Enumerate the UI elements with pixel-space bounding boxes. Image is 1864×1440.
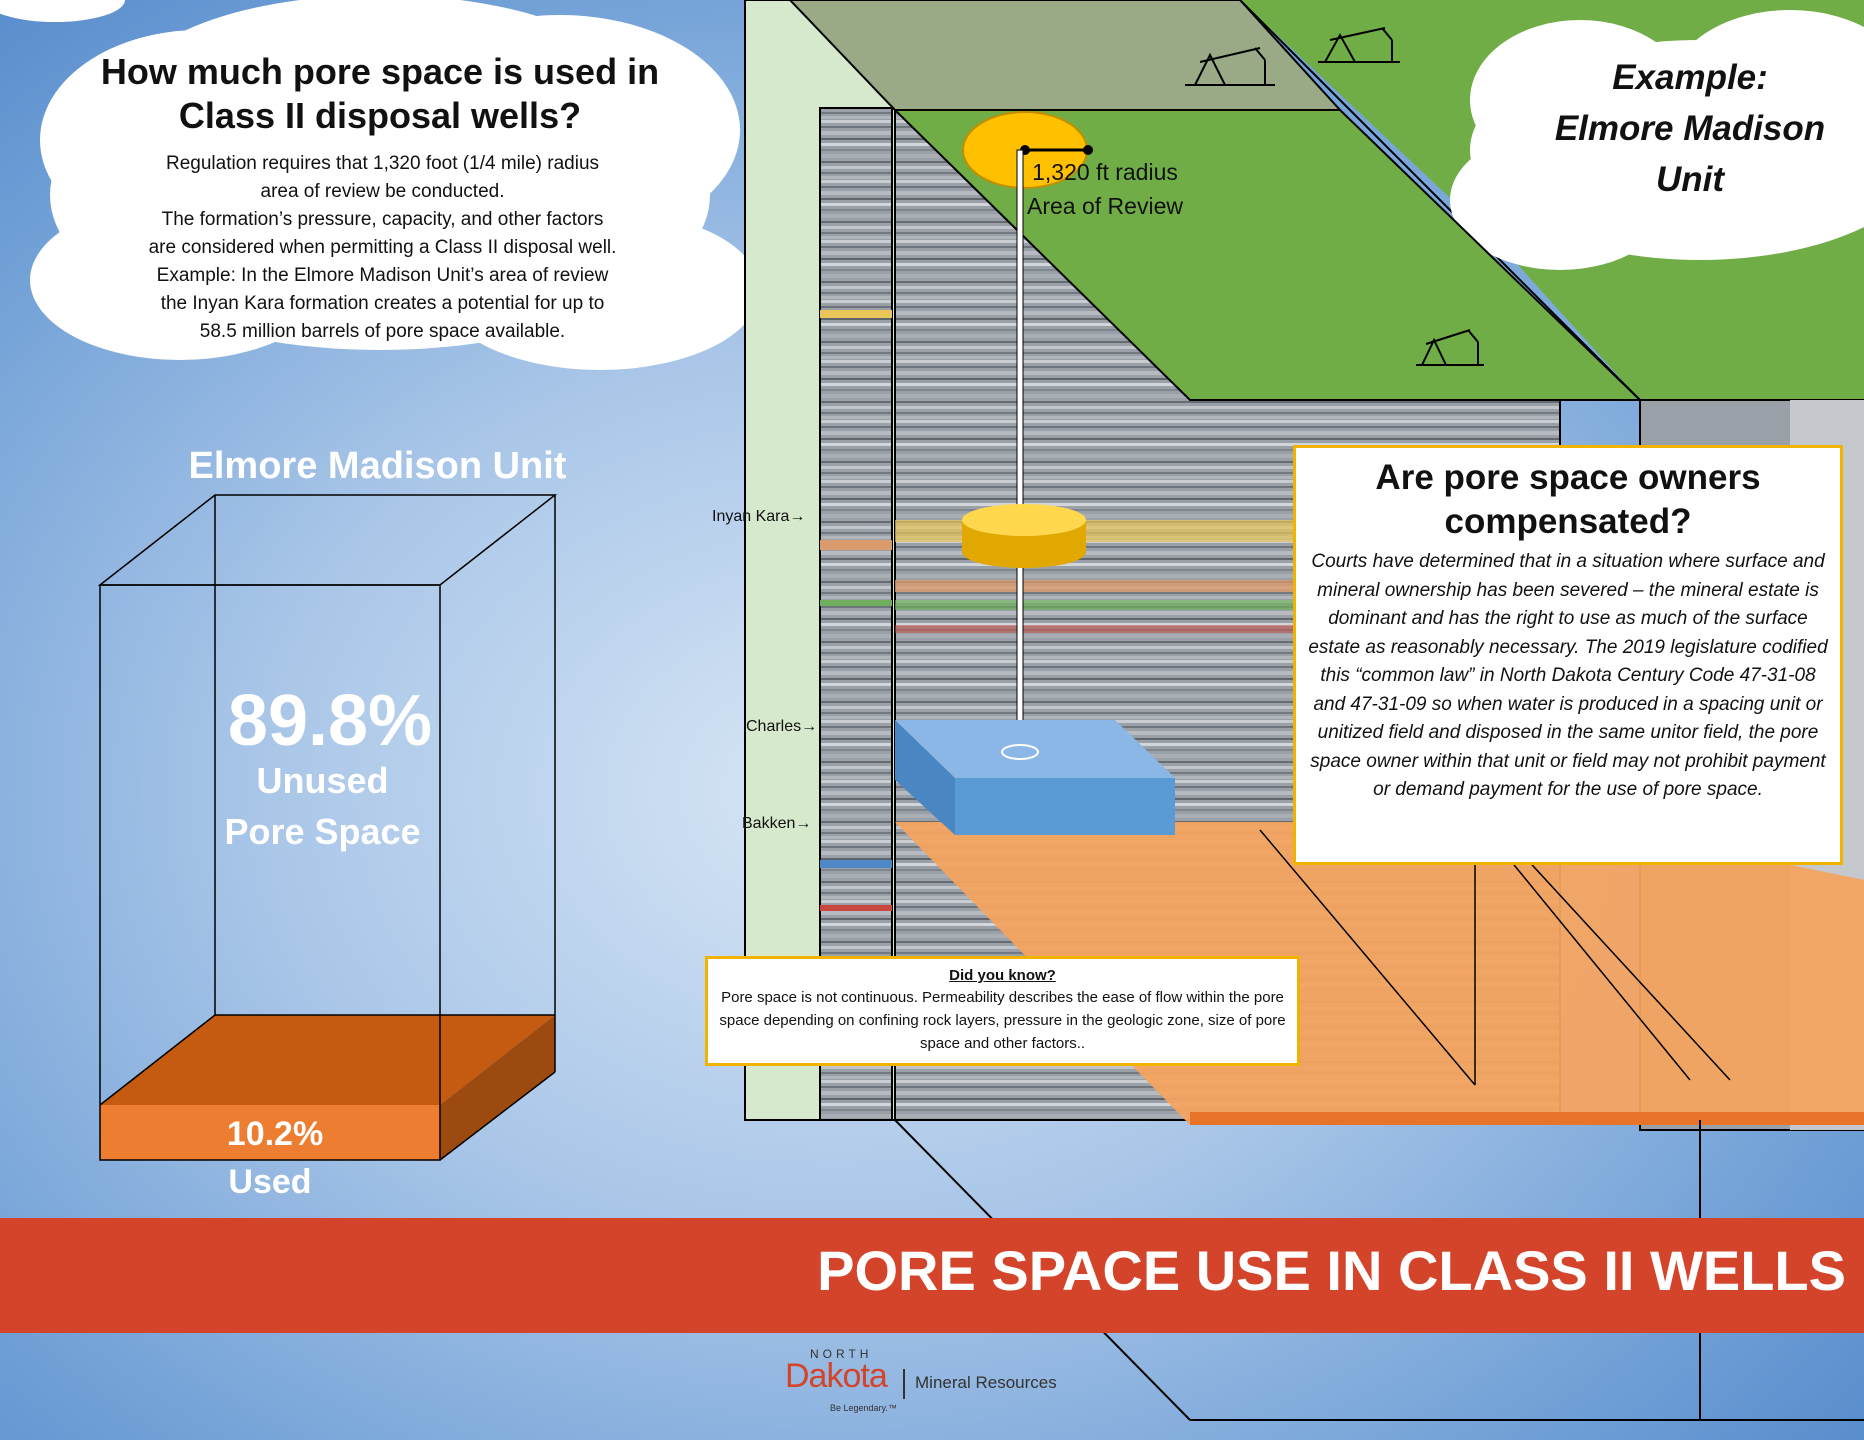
used-percentage: 10.2% — [226, 1115, 324, 1153]
formation-label-bakken: Bakken→ — [742, 815, 812, 832]
unused-percentage: 89.8% — [227, 681, 433, 761]
question-line: are considered when permitting a Class II disposal well. — [148, 237, 617, 258]
cloud-small — [0, 0, 125, 22]
question-line: the Inyan Kara formation creates a potential for up to — [160, 293, 605, 314]
example-line: Example: — [1612, 58, 1768, 97]
did-you-know-title: Did you know? — [949, 967, 1056, 984]
question-line: Regulation requires that 1,320 foot (1/4 mile) radius — [165, 153, 600, 174]
aor-line: 1,320 ft radius — [1032, 159, 1178, 185]
compensation-title — [1308, 456, 1828, 544]
question-line: Example: In the Elmore Madison Unit’s area of review — [156, 265, 609, 286]
compensation-title-line: compensated? — [1444, 502, 1692, 541]
unused-line: Pore Space — [224, 811, 421, 852]
logo-north: NORTH — [810, 1347, 873, 1361]
unused-label — [190, 755, 455, 857]
area-of-review-label — [1010, 155, 1200, 223]
question-line: area of review be conducted. — [260, 181, 505, 202]
north-dakota-logo — [785, 1347, 1085, 1417]
compensation-body: Courts have determined that in a situation where surface and mineral ownership has been severed – the mineral estate is dominant and has the right to use as much of the surface estate as reasonably necessary. The 2019 legislature codified this “common law” in North Dakota Century Code 47-31-08 and 47-31-09 so when water is produced in a spacing unit or unitized field and disposed in the same unitor field, the pore space owner within that unit or field may not prohibit payment or demand payment for the use of pore space. — [1308, 551, 1828, 800]
question-line: The formation’s pressure, capacity, and other factors — [161, 209, 604, 230]
logo-tagline: Be Legendary.™ — [830, 1403, 897, 1413]
logo-dakota: Dakota — [785, 1357, 887, 1395]
compensation-title-line: Are pore space owners — [1375, 458, 1761, 497]
question-body — [105, 150, 660, 346]
example-label — [1440, 52, 1864, 205]
example-line: Elmore Madison — [1554, 109, 1826, 148]
inyan-kara-disc — [962, 504, 1086, 568]
did-you-know-body: Pore space is not continuous. Permeability describes the ease of flow within the pore space depending on confining rock layers, pressure in the geologic zone, size of pore space and other factors.. — [719, 989, 1286, 1052]
aor-line: Area of Review — [1027, 193, 1183, 219]
compensation-box — [1293, 445, 1843, 865]
used-label: Used — [228, 1163, 312, 1201]
formation-label-charles: Charles→ — [746, 718, 818, 735]
title-banner — [0, 1218, 1864, 1333]
question-line: 58.5 million barrels of pore space available. — [199, 321, 566, 342]
unit-chart-title: Elmore Madison Unit — [188, 445, 567, 487]
question-title: How much pore space is used in Class II disposal wells? — [100, 51, 660, 136]
did-you-know-box — [705, 956, 1300, 1066]
logo-division: Mineral Resources — [915, 1373, 1057, 1392]
banner-title: PORE SPACE USE IN CLASS II WELLS — [817, 1239, 1846, 1302]
formation-label-inyan-kara: Inyan Kara→ — [712, 508, 806, 525]
unused-line: Unused — [256, 760, 389, 801]
example-line: Unit — [1655, 160, 1725, 199]
logo-separator — [903, 1369, 905, 1399]
